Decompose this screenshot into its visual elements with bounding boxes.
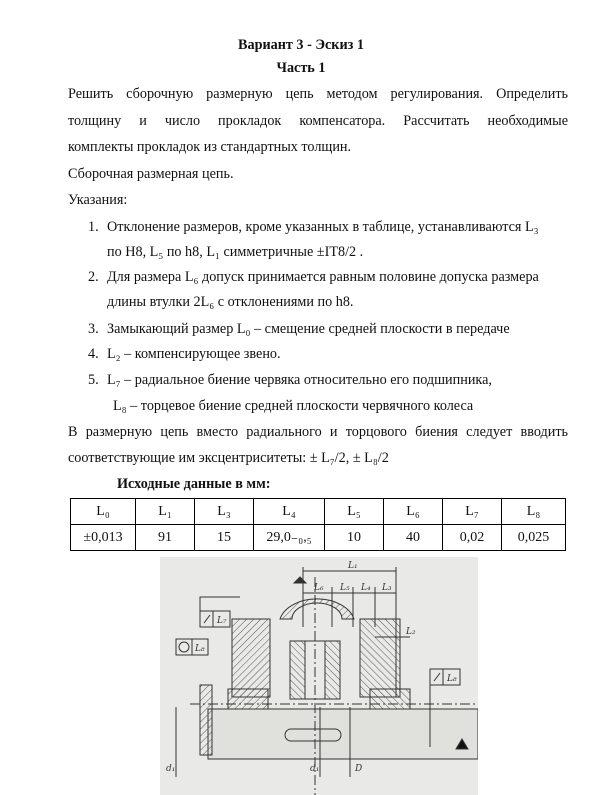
table-cell: 0,02 <box>443 525 502 551</box>
instruction-2-num: 2. <box>88 269 99 285</box>
instructions-label: Указания: <box>68 192 128 208</box>
page-title: Вариант 3 - Эскиз 1 <box>238 37 364 53</box>
shaft <box>208 709 478 759</box>
label-l6: L₆ <box>314 583 324 593</box>
table-header-cell: L₁ <box>136 499 195 525</box>
instruction-4-line1: L₂ – компенсирующее звено. <box>107 346 281 362</box>
table-row <box>71 525 566 551</box>
table-header-cell: L₈ <box>502 499 566 525</box>
assembly-drawing-svg <box>160 557 478 795</box>
concentricity-icon <box>179 642 189 652</box>
instruction-1-line1: Отклонение размеров, кроме указанных в таблице, устанавливаются L₃ <box>107 219 539 235</box>
table-cell: 91 <box>136 525 195 551</box>
label-d: D <box>355 764 363 774</box>
instruction-2-line1: Для размера L₆ допуск принимается равным половине допуска размера <box>107 269 539 285</box>
table-header-cell: L₆ <box>384 499 443 525</box>
table-cell: 10 <box>325 525 384 551</box>
leader-line <box>200 597 240 612</box>
housing-left <box>232 619 270 697</box>
part-title: Часть 1 <box>276 60 326 76</box>
note-line-2: соответствующие им эксцентриситеты: ± L₇/2, ± L₈/2 <box>68 450 389 466</box>
instruction-5-num: 5. <box>88 372 99 388</box>
table-cell: 0,025 <box>502 525 566 551</box>
table-header-cell: L₅ <box>325 499 384 525</box>
worm-wheel <box>280 599 354 619</box>
task-line-2: толщину и число прокладок компенсатора. Рассчитать необходимые <box>68 113 568 129</box>
label-l7: L₇ <box>217 616 227 626</box>
assembly-drawing <box>160 557 478 795</box>
table-cell: 15 <box>195 525 254 551</box>
label-l8-frame: L₈ <box>195 644 205 654</box>
label-l3: L₃ <box>382 583 392 593</box>
table-header-cell: L₇ <box>443 499 502 525</box>
label-l8: L₈ <box>447 674 457 684</box>
label-d1-left: d₁ <box>166 764 176 774</box>
table-header-cell: L₀ <box>71 499 136 525</box>
source-data-table <box>70 498 566 551</box>
instruction-3-num: 3. <box>88 321 99 337</box>
chain-label: Сборочная размерная цепь. <box>68 166 234 182</box>
table-cell: 29,0₋₀,₅ <box>254 525 325 551</box>
task-line-1: Решить сборочную размерную цепь методом регулирования. Определить <box>68 86 568 102</box>
instruction-3-line1: Замыкающий размер L₀ – смещение средней плоскости в передаче <box>107 321 510 337</box>
datum-arrow <box>294 577 306 583</box>
table-cell: ±0,013 <box>71 525 136 551</box>
housing-right <box>360 619 400 697</box>
instruction-5-line2: L₈ – торцевое биение средней плоскости червячного колеса <box>113 398 474 414</box>
instruction-4-num: 4. <box>88 346 99 362</box>
end-cover <box>200 685 212 755</box>
table-cell: 40 <box>384 525 443 551</box>
label-l2: L₂ <box>406 627 416 637</box>
table-header-cell: L₄ <box>254 499 325 525</box>
instruction-2-line2: длины втулки 2L₆ с отклонениями по h8. <box>107 294 354 310</box>
instruction-1-num: 1. <box>88 219 99 235</box>
table-header-cell: L₃ <box>195 499 254 525</box>
table-header-row <box>71 499 566 525</box>
instruction-1-line2: по H8, L₅ по h8, L₁ симметричные ±IT8/2 . <box>107 244 364 260</box>
label-l5: L₅ <box>340 583 350 593</box>
note-line-1: В размерную цепь вместо радиального и торцового биения следует вводить <box>68 424 568 440</box>
table-title: Исходные данные в мм: <box>117 476 271 492</box>
runout-icon <box>204 615 210 623</box>
label-l1: L₁ <box>348 561 358 571</box>
label-d1: d₁ <box>310 764 320 774</box>
label-l4: L₄ <box>361 583 371 593</box>
instruction-5-line1: L₇ – радиальное биение червяка относительно его подшипника, <box>107 372 492 388</box>
task-line-3: комплекты прокладок из стандартных толщин. <box>68 139 352 155</box>
runout-icon <box>434 673 440 681</box>
